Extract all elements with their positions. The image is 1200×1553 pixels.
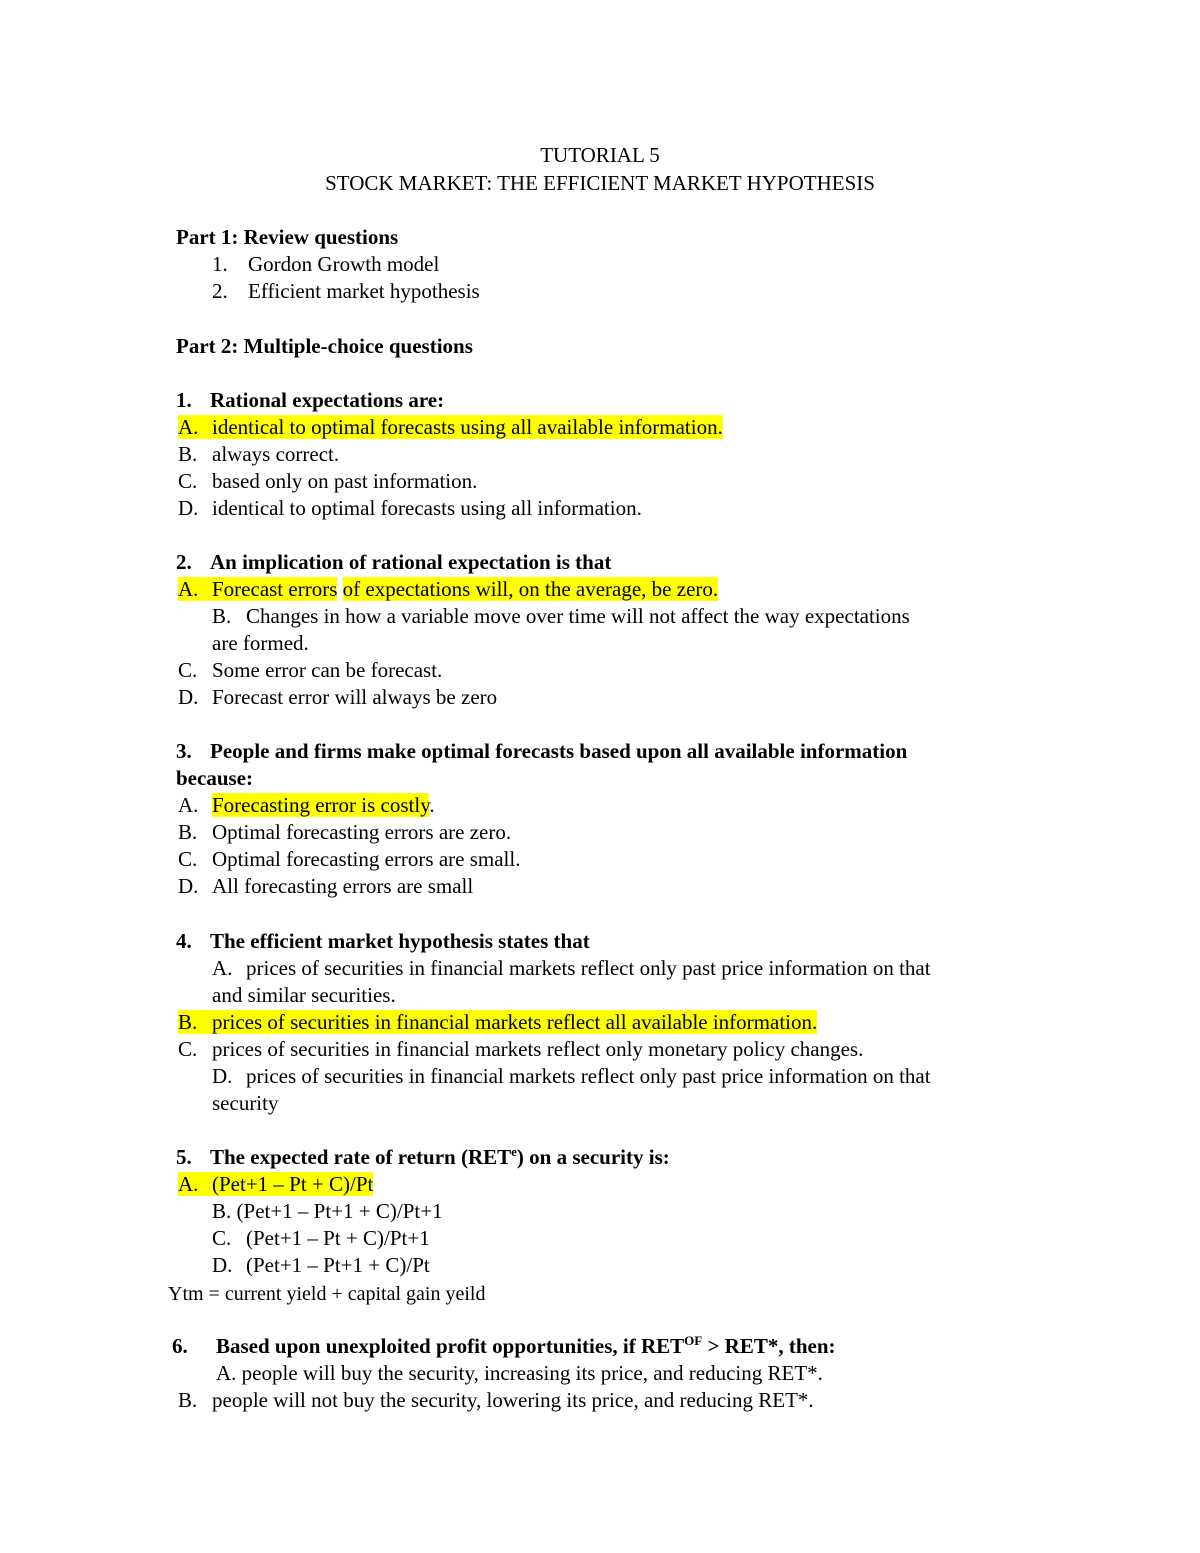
document-title: TUTORIAL 5 <box>540 143 660 167</box>
option-text: Optimal forecasting errors are small. <box>212 847 521 871</box>
option-label: D. <box>212 1253 233 1277</box>
option-text: identical to optimal forecasts using all available information. <box>212 415 723 439</box>
question-3-continued: because: <box>176 766 253 790</box>
q4-option-a <box>212 956 931 980</box>
question-4 <box>176 929 590 953</box>
option-label: A. <box>178 577 199 601</box>
highlighted-answer <box>178 1172 373 1196</box>
option-text: people will buy the security, increasing its price, and reducing RET*. <box>241 1361 823 1385</box>
question-text-end: > RET*, then: <box>702 1334 836 1358</box>
option-label: B. <box>178 442 198 466</box>
question-number: 4. <box>176 929 192 953</box>
q5-option-d <box>212 1253 430 1277</box>
option-label: A. <box>178 793 199 817</box>
q4-option-b <box>178 1010 817 1034</box>
option-label: D. <box>178 874 199 898</box>
q4-option-a-continued: and similar securities. <box>212 983 396 1007</box>
highlighted-answer: Forecasting error is costly <box>212 793 430 817</box>
question-number: 5. <box>176 1145 192 1169</box>
highlighted-answer <box>178 415 723 439</box>
question-1 <box>176 388 444 412</box>
q3-option-a <box>178 793 435 817</box>
q1-option-c <box>178 469 477 493</box>
q5-option-a <box>178 1172 373 1196</box>
option-label: B. <box>178 1010 198 1034</box>
option-label: B. <box>212 1199 232 1223</box>
question-text-end: ) on a security is: <box>516 1145 670 1169</box>
question-number: 2. <box>176 550 192 574</box>
q2-option-b <box>212 604 910 628</box>
review-item-number: 1. <box>212 252 228 276</box>
option-text: (Pet+1 – Pt+1 + C)/Pt <box>246 1253 430 1277</box>
question-number: 3. <box>176 739 192 763</box>
q1-option-a <box>178 415 723 439</box>
option-text: based only on past information. <box>212 469 478 493</box>
option-label: A. <box>212 956 233 980</box>
q6-option-a <box>216 1361 823 1385</box>
q5-option-b <box>212 1199 443 1223</box>
option-text-tail: . <box>429 793 435 817</box>
q2-option-b-continued: are formed. <box>212 631 309 655</box>
option-label: C. <box>178 847 198 871</box>
question-number: 6. <box>172 1334 188 1358</box>
q4-option-d <box>212 1064 931 1088</box>
option-label: C. <box>212 1226 232 1250</box>
q1-option-b <box>178 442 339 466</box>
handwritten-note: Ytm = current yield + capital gain yeild <box>168 1283 486 1305</box>
option-text: Optimal forecasting errors are zero. <box>212 820 512 844</box>
highlighted-answer <box>178 577 337 601</box>
option-text: always correct. <box>212 442 340 466</box>
superscript: OF <box>684 1333 703 1348</box>
q5-option-c <box>212 1226 430 1250</box>
question-text: Rational expectations are: <box>210 388 445 412</box>
q3-option-c <box>178 847 520 871</box>
question-2 <box>176 550 611 574</box>
question-text: An implication of rational expectation is that <box>210 550 612 574</box>
option-text: (Pet+1 – Pt+1 + C)/Pt+1 <box>236 1199 443 1223</box>
question-3 <box>176 739 907 763</box>
highlighted-answer: of expectations will, on the average, be zero. <box>342 577 719 601</box>
question-6 <box>172 1334 836 1358</box>
review-item <box>212 252 439 276</box>
superscript: e <box>511 1144 517 1159</box>
question-5 <box>176 1145 670 1169</box>
part2-heading: Part 2: Multiple-choice questions <box>176 334 473 358</box>
option-text: prices of securities in financial markets reflect only past price information on that <box>246 1064 931 1088</box>
option-label: C. <box>178 658 198 682</box>
question-text: People and firms make optimal forecasts based upon all available information <box>210 739 908 763</box>
q2-option-a <box>178 577 718 601</box>
option-text: (Pet+1 – Pt + C)/Pt <box>212 1172 374 1196</box>
option-label: D. <box>212 1064 233 1088</box>
option-label: A. <box>216 1361 237 1385</box>
review-item <box>212 279 480 303</box>
question-text: The efficient market hypothesis states that <box>210 929 590 953</box>
option-text: All forecasting errors are small <box>212 874 474 898</box>
option-label: C. <box>178 469 198 493</box>
review-item-number: 2. <box>212 279 228 303</box>
q6-option-b <box>178 1388 814 1412</box>
q2-option-d <box>178 685 497 709</box>
option-label: D. <box>178 496 199 520</box>
option-label: B. <box>178 820 198 844</box>
option-text: (Pet+1 – Pt + C)/Pt+1 <box>246 1226 430 1250</box>
q3-option-b <box>178 820 511 844</box>
highlighted-answer <box>178 1010 817 1034</box>
q4-option-c <box>178 1037 863 1061</box>
option-label: A. <box>178 415 199 439</box>
option-label: B. <box>212 604 232 628</box>
option-label: C. <box>178 1037 198 1061</box>
option-text: people will not buy the security, lowering its price, and reducing RET*. <box>212 1388 814 1412</box>
option-text: Some error can be forecast. <box>212 658 443 682</box>
document-subtitle: STOCK MARKET: THE EFFICIENT MARKET HYPOTHESIS <box>325 171 875 195</box>
question-number: 1. <box>176 388 192 412</box>
review-item-text: Gordon Growth model <box>248 252 440 276</box>
option-text: prices of securities in financial markets reflect only monetary policy changes. <box>212 1037 864 1061</box>
option-label: B. <box>178 1388 198 1412</box>
q1-option-d <box>178 496 642 520</box>
part1-heading: Part 1: Review questions <box>176 225 399 249</box>
option-text: Forecast error will always be zero <box>212 685 498 709</box>
option-text: prices of securities in financial markets reflect all available information. <box>212 1010 818 1034</box>
option-label: A. <box>178 1172 199 1196</box>
option-text: identical to optimal forecasts using all information. <box>212 496 642 520</box>
question-text: Based upon unexploited profit opportunities, if RET <box>216 1334 685 1358</box>
option-label: D. <box>178 685 199 709</box>
q3-option-d <box>178 874 473 898</box>
q2-option-c <box>178 658 442 682</box>
review-item-text: Efficient market hypothesis <box>248 279 480 303</box>
q4-option-d-continued: security <box>212 1091 279 1115</box>
option-text: prices of securities in financial markets reflect only past price information on that <box>246 956 931 980</box>
option-text: Changes in how a variable move over time will not affect the way expectations <box>246 604 910 628</box>
question-text: The expected rate of return (RET <box>210 1145 512 1169</box>
option-text: Forecast errors <box>212 577 338 601</box>
